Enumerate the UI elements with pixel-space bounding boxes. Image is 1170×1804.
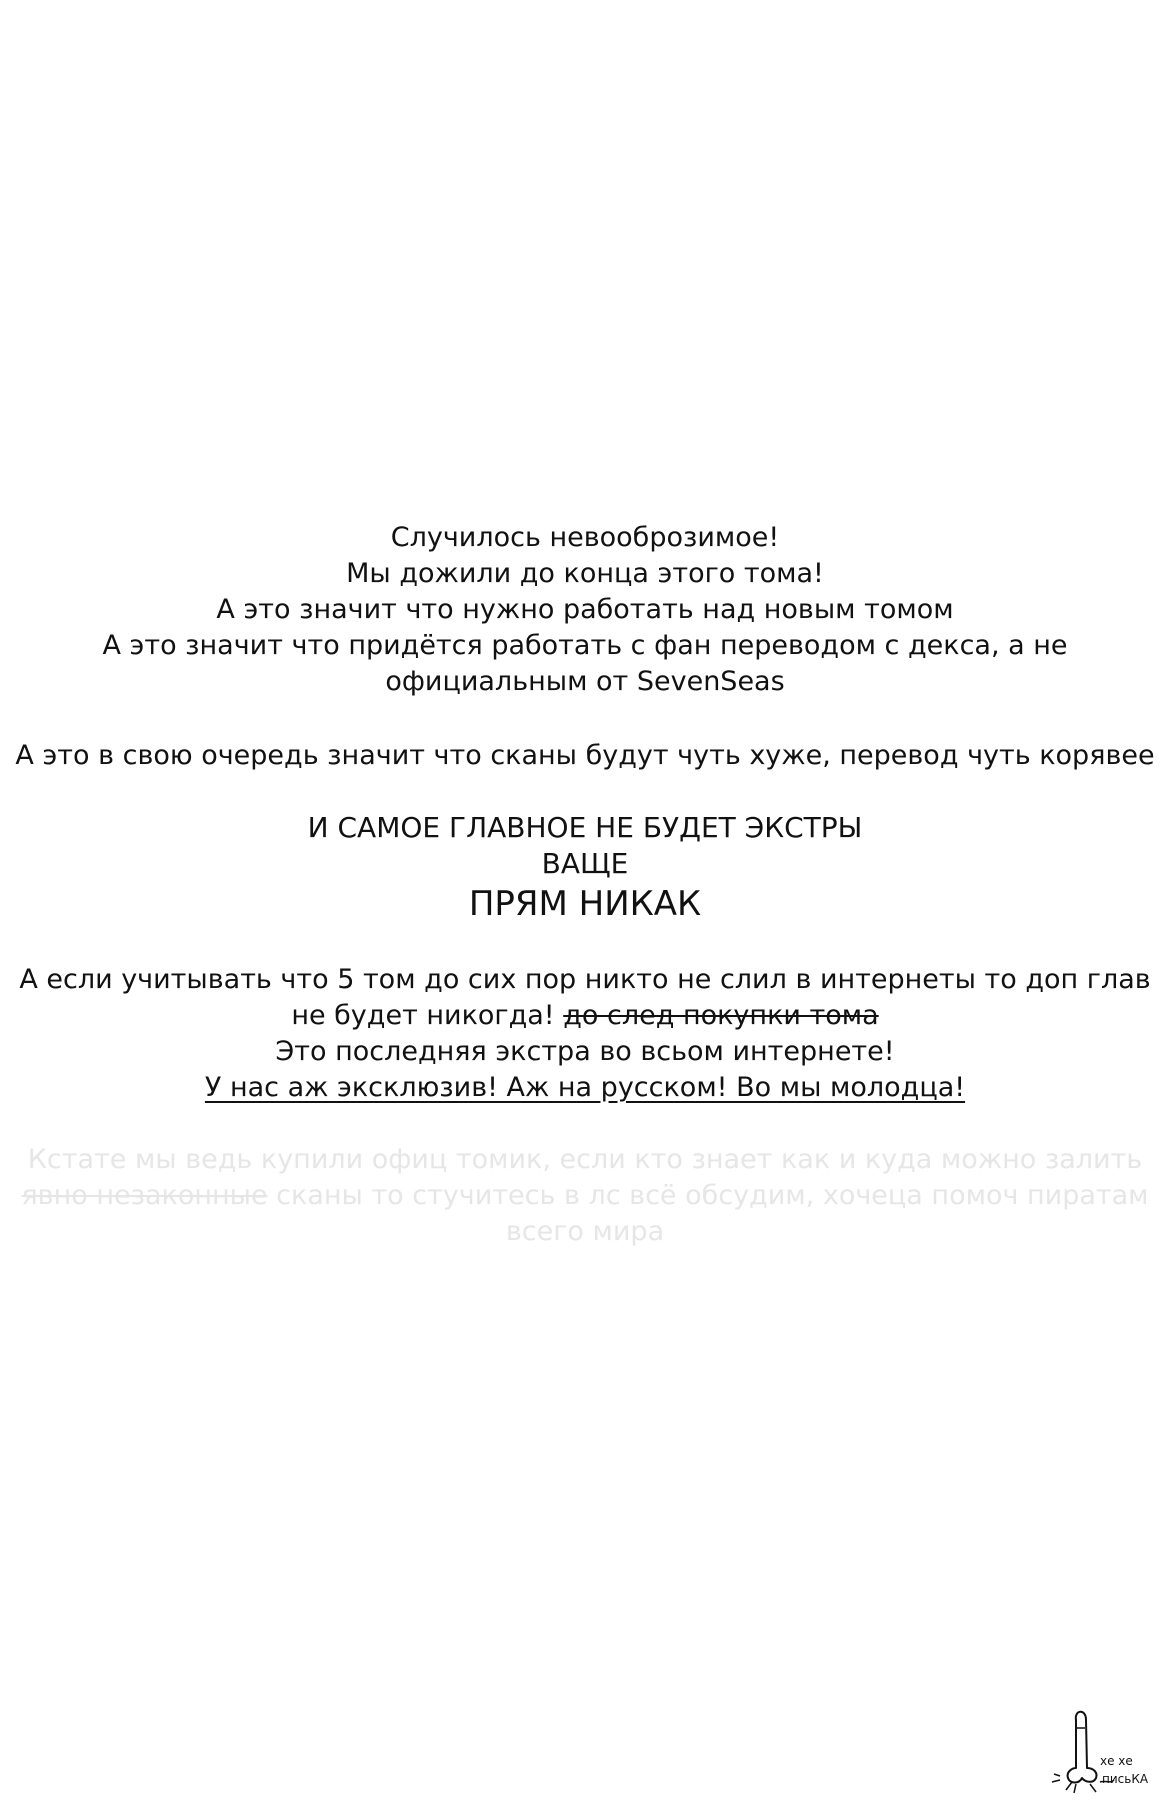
main-point-line-3: ПРЯМ НИКАК xyxy=(468,884,702,924)
exclusive-line-3: Это последняя экстра во всьом интернете! xyxy=(275,1036,895,1067)
faint-note-strikethrough-text: явно незаконные xyxy=(21,1180,268,1211)
doodle-line-1: хе хе xyxy=(1100,1754,1133,1768)
exclusive-line-2 xyxy=(0,998,1170,1034)
exclusive-line-2-text: не будет никогда! xyxy=(291,1000,564,1031)
main-point-line-1: И САМОЕ ГЛАВНОЕ НЕ БУДЕТ ЭКСТРЫ xyxy=(307,811,863,844)
intro-line-1: Случилось невооброзимое! xyxy=(390,522,780,553)
faint-note-line-3: всего мира xyxy=(505,1216,665,1247)
exclusive-line-4 xyxy=(0,1070,1170,1106)
exclusive-strikethrough-text: до след покупки тома xyxy=(563,1000,879,1031)
consequence-block xyxy=(0,738,1170,774)
intro-line-5: официальным от SevenSeas xyxy=(385,666,785,697)
exclusive-block xyxy=(0,962,1170,1106)
exclusive-underlined-text: У нас аж эксклюзив! Аж на русском! Во мы молодца! xyxy=(204,1072,966,1103)
intro-line-4: А это значит что придётся работать с фан переводом с декса, а не xyxy=(102,630,1068,661)
faint-note-block xyxy=(0,1142,1170,1250)
doodle-line-2: письКА xyxy=(1102,1772,1149,1786)
faint-note-line-1: Кстате мы ведь купили офиц томик, если кто знает как и куда можно залить xyxy=(27,1144,1143,1175)
main-point-block xyxy=(0,810,1170,926)
intro-line-2: Мы дожили до конца этого тома! xyxy=(346,558,824,589)
exclusive-line-1: А если учитывать что 5 том до сих пор никто не слил в интернеты то доп глав xyxy=(19,964,1151,995)
consequence-line-1: А это в свою очередь значит что сканы будут чуть хуже, перевод чуть корявее xyxy=(15,740,1155,771)
main-point-line-2: ВАЩЕ xyxy=(541,847,629,880)
faint-note-line-2-text: сканы то стучитесь в лс всё обсудим, хочеца помоч пиратам xyxy=(267,1180,1149,1211)
intro-line-3: А это значит что нужно работать над новым томом xyxy=(216,594,954,625)
doodle xyxy=(1030,1700,1160,1800)
faint-note-line-2 xyxy=(0,1178,1170,1214)
intro-block xyxy=(0,520,1170,700)
